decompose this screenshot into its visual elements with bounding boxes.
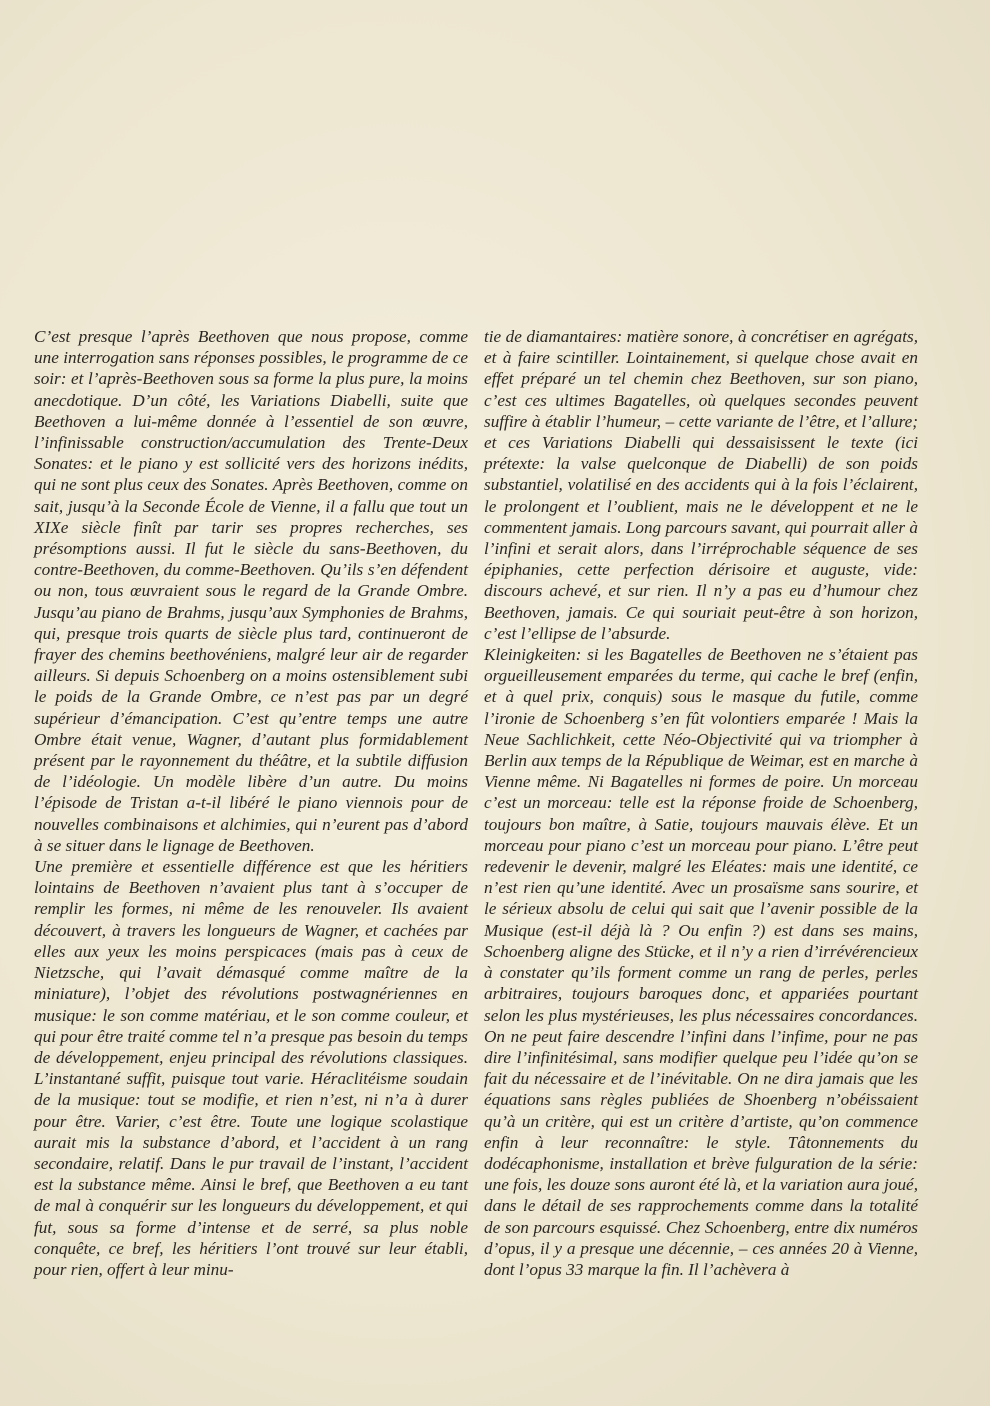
right-text-column — [484, 326, 918, 1280]
paragraph-premiere-difference: Une première et essentielle différence est que les héritiers lointains de Beethoven n’avaient plus tant à s’occuper de remplir les formes, ni même de les renouveler. Ils avaient découvert, à travers les longueurs de Wagner, et cachées par elles aux yeux les moins perspicaces (mais pas à ceux de Nietzsche, qui l’avait démasqué comme maître de la miniature), l’objet des révolutions postwagnériennes en musique: le son comme matériau, et le son comme couleur, et qui pour être traité comme tel n’a presque pas besoin du temps de développement, enjeu principal des révolutions classiques. L’instantané suffit, puisque tout varie. Héraclitéisme soudain de la musique: tout se modifie, et rien n’est, ni n’a à durer pour être. Varier, c’est être. Toute une logique scolastique aurait mis la substance d’abord, et l’accident à un rang secondaire, relatif. Dans le pur travail de l’instant, l’accident est la substance même. Ainsi le bref, que Beethoven a eu tant de mal à conquérir sur les longueurs du développement, et qui fut, sous sa forme d’intense et de serré, sa plus noble conquête, ce bref, les héritiers l’ont trouvé sur leur établi, pour rien, offert à leur minu- — [34, 857, 468, 1279]
paragraph-kleinigkeiten: Kleinigkeiten: si les Bagatelles de Beethoven ne s’étaient pas orgueilleusement emparées du terme, qui cache le bref (enfin, et à quel prix, conquis) sous le masque du futile, comme l’ironie de Schoenberg s’en fût volontiers emparée ! Mais la Neue Sachlichkeit, cette Néo-Objectivité qui va triompher à Berlin aux temps de la République de Weimar, est en marche à Vienne même. Ni Bagatelles ni formes de poire. Un morceau c’est un morceau: telle est la réponse froide de Schoenberg, toujours bon maître, à Satie, toujours mauvais élève. Et un morceau pour piano c’est un morceau pour piano. L’être peut redevenir le devenir, malgré les Eléates: mais une identité, ce n’est rien qu’une identité. Avec un prosaïsme sans sourire, et le sérieux absolu de celui qui sait que l’avenir possible de la Musique (est-il déjà là ? Ou enfin ?) est dans ses mains, Schoenberg aligne des Stücke, et il n’y a rien d’irrévérencieux à constater qu’ils forment comme un rang de perles, perles arbitraires, toujours baroques donc, et appariées pourtant selon les plus mystérieuses, les plus nécessaires concordances. On ne peut faire descendre l’infini dans l’infime, pour ne pas dire l’infinitésimal, sans modifier quelque peu l’idée qu’on se fait du nécessaire et de l’inévitable. On ne dira jamais que les équations sans règles publiées de Shoenberg n’obéissaient qu’à un critère, qui est un critère d’artiste, qu’on commence enfin à leur reconnaître: le style. Tâtonnements du dodécaphonisme, installation et brève fulguration de la série: une fois, les douze sons auront été là, et la variation aura joué, dans le détail de ses rapprochements comme dans la totalité de son parcours esquissé. Chez Schoenberg, entre dix numéros d’opus, il y a presque une décennie, – ces années 20 à Vienne, dont l’opus 33 marque la fin. Il l’achèvera à — [484, 645, 918, 1279]
paragraph-apres-beethoven: C’est presque l’après Beethoven que nous propose, comme une interrogation sans réponses possibles, le programme de ce soir: et l’après-Beethoven sous sa forme la plus pure, la moins anecdotique. D’un côté, les Variations Diabelli, suite que Beethoven a lui-même donnée à l’essentiel de son œuvre, l’infinissable construction/accumulation des Trente-Deux Sonates: et le piano y est sollicité vers des horizons inédits, qui ne sont plus ceux des Sonates. Après Beethoven, comme on sait, jusqu’à la Seconde École de Vienne, il a fallu que tout un XIXe siècle finît par tarir ses propres recherches, ses présomptions aussi. Il fut le siècle du sans-Beethoven, du contre-Beethoven, du comme-Beethoven. Qu’ils s’en défendent ou non, tous œuvraient sous le regard de la Grande Ombre. Jusqu’au piano de Brahms, jusqu’aux Symphonies de Brahms, qui, presque trois quarts de siècle plus tard, continueront de frayer des chemins beethovéniens, malgré leur air de regarder ailleurs. Si depuis Schoenberg on a moins ostensiblement subi le poids de la Grande Ombre, ce n’est pas par un degré supérieur d’émancipation. C’est qu’entre temps une autre Ombre était venue, Wagner, d’autant plus formidablement présent par le rayonnement du théâtre, et la subtile diffusion de l’idéologie. Un modèle libère d’un autre. Du moins l’épisode de Tristan a-t-il libéré le piano viennois pour de nouvelles combinaisons et alchimies, qui n’eurent pas d’abord à se situer dans le lignage de Beethoven. — [34, 327, 468, 855]
left-text-column — [34, 326, 468, 1280]
paragraph-diamantaires: tie de diamantaires: matière sonore, à concrétiser en agrégats, et à faire scintiller. Lointainement, si quelque chose avait en effet préparé un tel chemin chez Beethoven, sur son piano, c’est ces ultimes Bagatelles, où quelques secondes peuvent suffire à établir l’humeur, – cette variante de l’être, et l’allure; et ces Variations Diabelli qui dessaisissent le texte (ici prétexte: la valse quelconque de Diabelli) de son poids substantiel, volatilisé en des accidents qui à la fois l’éclairent, le prolongent et l’oublient, mais ne le développent et ne le commentent jamais. Long parcours savant, qui pourrait aller à l’infini et serait alors, dans l’irréprochable séquence de ses épiphanies, cette perfection dérisoire et auguste, vide: discours achevé, et sur rien. Il n’y a pas eu d’humour chez Beethoven, jamais. Ce qui souriait peut-être à son horizon, c’est l’ellipse de l’absurde. — [484, 327, 918, 643]
